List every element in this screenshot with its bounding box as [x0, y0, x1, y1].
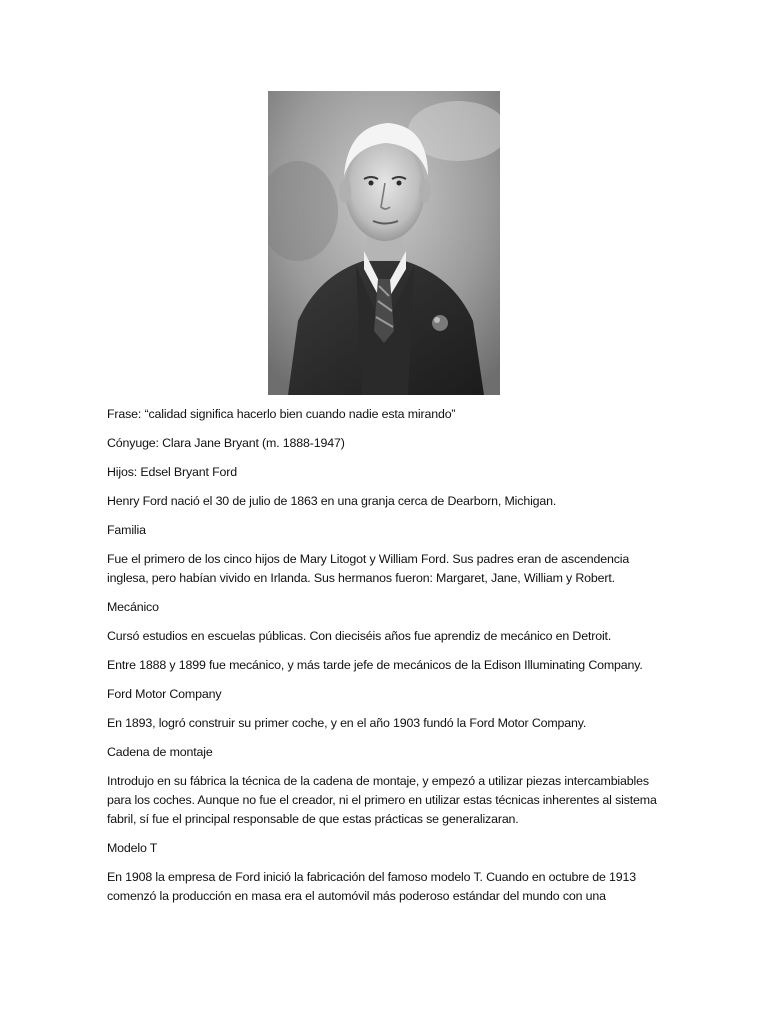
- document-body: [107, 405, 667, 916]
- portrait-photo: [268, 91, 500, 395]
- section-heading: Familia: [107, 523, 146, 537]
- paragraph: Frase: “calidad significa hacerlo bien cuando nadie esta mirando”: [107, 407, 456, 421]
- paragraph: Entre 1888 y 1899 fue mecánico, y más tarde jefe de mecánicos de la Edison Illuminating Company.: [107, 658, 643, 672]
- section-heading: Cadena de montaje: [107, 745, 213, 759]
- paragraph: Introdujo en su fábrica la técnica de la cadena de montaje, y empezó a utilizar piezas intercambiables para los coches. Aunque no fue el creador, ni el primero en utilizar estas técnicas inherentes al sistema fabril, sí fue el principal responsable de que estas prácticas se generalizaran.: [107, 774, 657, 826]
- section-heading: Ford Motor Company: [107, 687, 222, 701]
- section-heading: Mecánico: [107, 600, 159, 614]
- section-heading: Modelo T: [107, 841, 158, 855]
- paragraph: Cónyuge: Clara Jane Bryant (m. 1888-1947): [107, 436, 345, 450]
- paragraph: Henry Ford nació el 30 de julio de 1863 en una granja cerca de Dearborn, Michigan.: [107, 494, 557, 508]
- paragraph: Cursó estudios en escuelas públicas. Con dieciséis años fue aprendiz de mecánico en Detroit.: [107, 629, 612, 643]
- paragraph: En 1893, logró construir su primer coche, y en el año 1903 fundó la Ford Motor Company.: [107, 716, 587, 730]
- paragraph: Fue el primero de los cinco hijos de Mary Litogot y William Ford. Sus padres eran de ascendencia inglesa, pero habían vivido en Irlanda. Sus hermanos fueron: Margaret, Jane, William y Robert.: [107, 552, 630, 585]
- paragraph: En 1908 la empresa de Ford inició la fabricación del famoso modelo T. Cuando en octubre de 1913 comenzó la producción en masa era el automóvil más poderoso estándar del mundo con una: [107, 870, 636, 903]
- paragraph: Hijos: Edsel Bryant Ford: [107, 465, 237, 479]
